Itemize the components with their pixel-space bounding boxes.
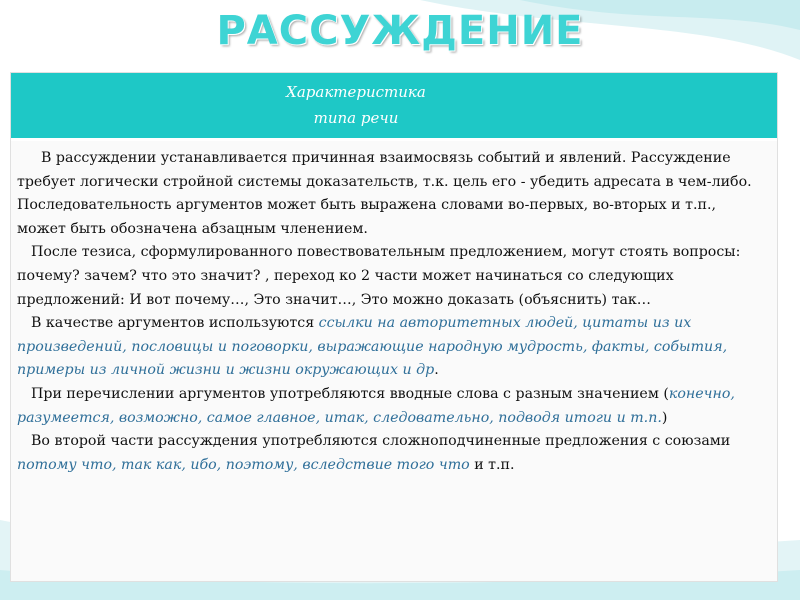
paragraph-4-end: ) bbox=[661, 409, 668, 426]
paragraph-5-text: Во второй части рассуждения употребляются сложноподчиненные предложения с союзами bbox=[31, 433, 731, 450]
paragraph-3 bbox=[17, 312, 769, 383]
paragraph-3-end: . bbox=[434, 362, 439, 379]
characteristics-table bbox=[10, 72, 778, 582]
paragraph-4-emphasis: конечно, разумеется, возможно, самое главное, итак, следовательно, подводя итоги и т.п. bbox=[17, 385, 735, 426]
paragraph-5 bbox=[17, 430, 769, 477]
header-line-1: Характеристика bbox=[286, 83, 426, 101]
paragraph-3-emphasis: ссылки на авторитетных людей, цитаты из их произведений, пословицы и поговорки, выражающие народную мудрость, факты, события, примеры из личной жизни и жизни окружающих и др bbox=[17, 315, 728, 379]
table-body bbox=[11, 141, 777, 477]
paragraph-5-emphasis: потому что, так как, ибо, поэтому, вследствие того что bbox=[17, 456, 470, 473]
paragraph-4-text: При перечислении аргументов употребляются вводные слова с разным значением ( bbox=[31, 385, 669, 402]
header-line-2: типа речи bbox=[313, 109, 399, 127]
table-header bbox=[11, 73, 777, 141]
paragraph-3-text: В качестве аргументов используются bbox=[31, 315, 319, 332]
page-title: РАССУЖДЕНИЕ bbox=[216, 8, 584, 54]
paragraph-1: В рассуждении устанавливается причинная взаимосвязь событий и явлений. Рассуждение требует логически стройной системы доказательств, т.к. цель его - убедить адресата в чем-либо. Последовательность аргументов может быть выражена словами во-первых, во-вторых и т.п., может быть обозначена абзацным членением. bbox=[17, 150, 752, 237]
paragraph-4 bbox=[17, 383, 769, 430]
paragraph-5-end: и т.п. bbox=[469, 456, 515, 473]
paragraph-2: После тезиса, сформулированного повествовательным предложением, могут стоять вопросы: почему? зачем? что это значит? , переход ко 2 части может начинаться со следующих предложений: И вот почему…, Это значит…, Это можно доказать (объяснить) так… bbox=[17, 244, 741, 308]
